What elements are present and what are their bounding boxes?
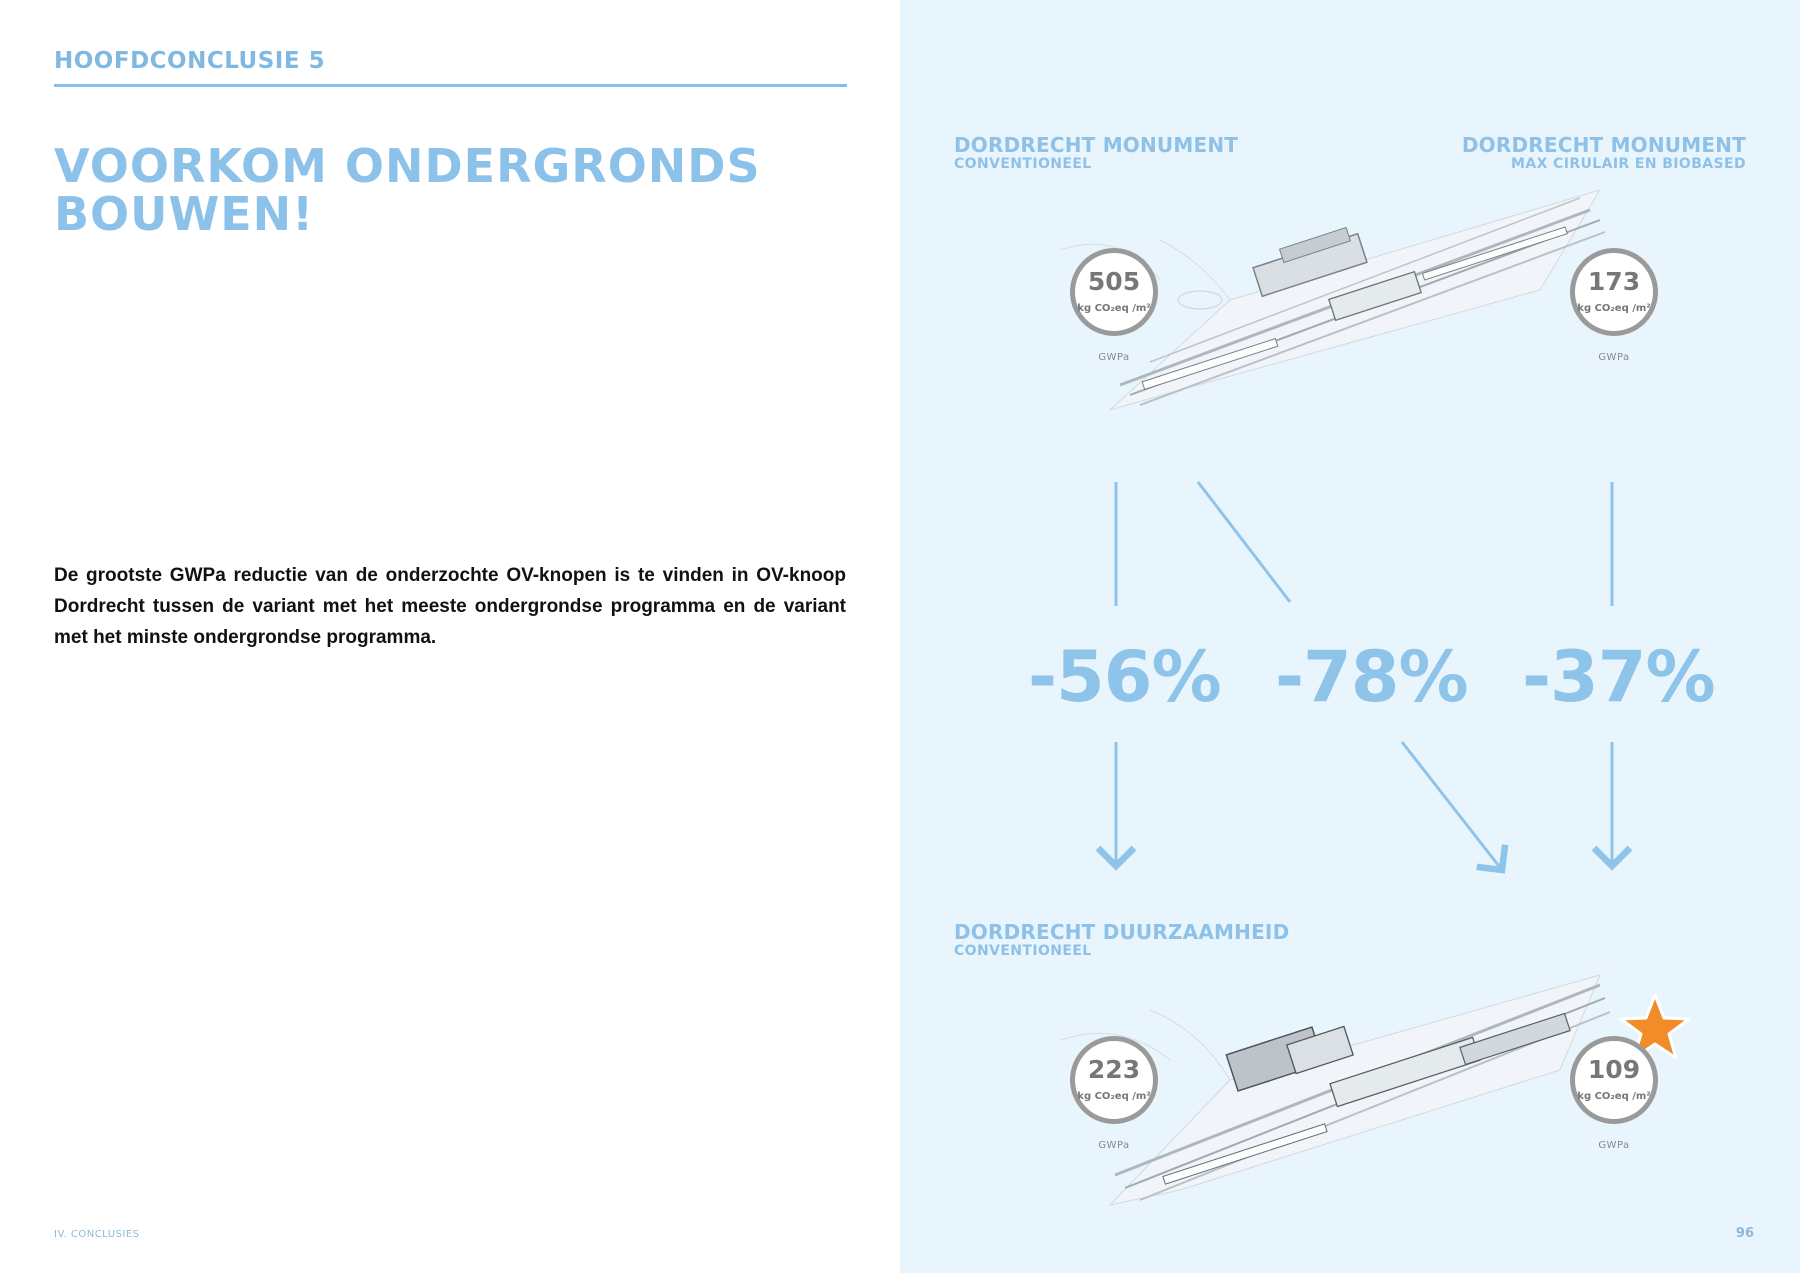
chapter-footer: IV. CONCLUSIES bbox=[54, 1229, 140, 1240]
gwpa-label: GWPa bbox=[1598, 1140, 1630, 1151]
gwpa-value: 223 bbox=[1087, 1055, 1141, 1084]
gwpa-unit: kg CO₂eq /m² bbox=[1077, 303, 1151, 314]
top-right-title: DORDRECHT MONUMENT bbox=[1461, 133, 1746, 157]
gwpa-badge-bottom-right bbox=[1570, 1036, 1658, 1124]
section-kicker: HOOFDCONCLUSIE 5 bbox=[54, 48, 326, 74]
right-page bbox=[900, 0, 1800, 1273]
reduction-left: -56% bbox=[1028, 636, 1221, 718]
gwpa-label: GWPa bbox=[1098, 352, 1130, 363]
gwpa-value: 109 bbox=[1587, 1055, 1641, 1084]
gwpa-badge-top-left bbox=[1070, 248, 1158, 336]
gwpa-value: 173 bbox=[1587, 267, 1641, 296]
page-headline: VOORKOM ONDERGRONDS BOUWEN! bbox=[54, 139, 761, 241]
top-left-subtitle: CONVENTIONEEL bbox=[954, 156, 1092, 172]
bottom-title: DORDRECHT DUURZAAMHEID bbox=[954, 920, 1290, 944]
gwpa-label: GWPa bbox=[1598, 352, 1630, 363]
gwpa-unit: kg CO₂eq /m² bbox=[1577, 303, 1651, 314]
reduction-right: -37% bbox=[1522, 636, 1715, 718]
kicker-divider bbox=[54, 84, 847, 87]
body-paragraph: De grootste GWPa reductie van de onderzochte OV-knopen is te vinden in OV-knoop Dordrecht tussen de variant met het meeste ondergrondse programma en de variant met het minste ondergrondse programma. bbox=[54, 565, 846, 648]
gwpa-label: GWPa bbox=[1098, 1140, 1130, 1151]
bottom-subtitle: CONVENTIONEEL bbox=[954, 943, 1092, 959]
gwpa-unit: kg CO₂eq /m² bbox=[1577, 1091, 1651, 1102]
top-right-subtitle: MAX CIRULAIR EN BIOBASED bbox=[1511, 156, 1746, 172]
page-number: 96 bbox=[1735, 1226, 1754, 1241]
gwpa-value: 505 bbox=[1087, 267, 1141, 296]
connector-line-diagonal bbox=[1198, 482, 1290, 602]
arrow-diagonal bbox=[1402, 742, 1502, 870]
reduction-middle: -78% bbox=[1275, 636, 1468, 718]
gwpa-badge-bottom-left bbox=[1070, 1036, 1158, 1124]
top-left-title: DORDRECHT MONUMENT bbox=[954, 133, 1239, 157]
gwpa-badge-top-right bbox=[1570, 248, 1658, 336]
gwpa-unit: kg CO₂eq /m² bbox=[1077, 1091, 1151, 1102]
